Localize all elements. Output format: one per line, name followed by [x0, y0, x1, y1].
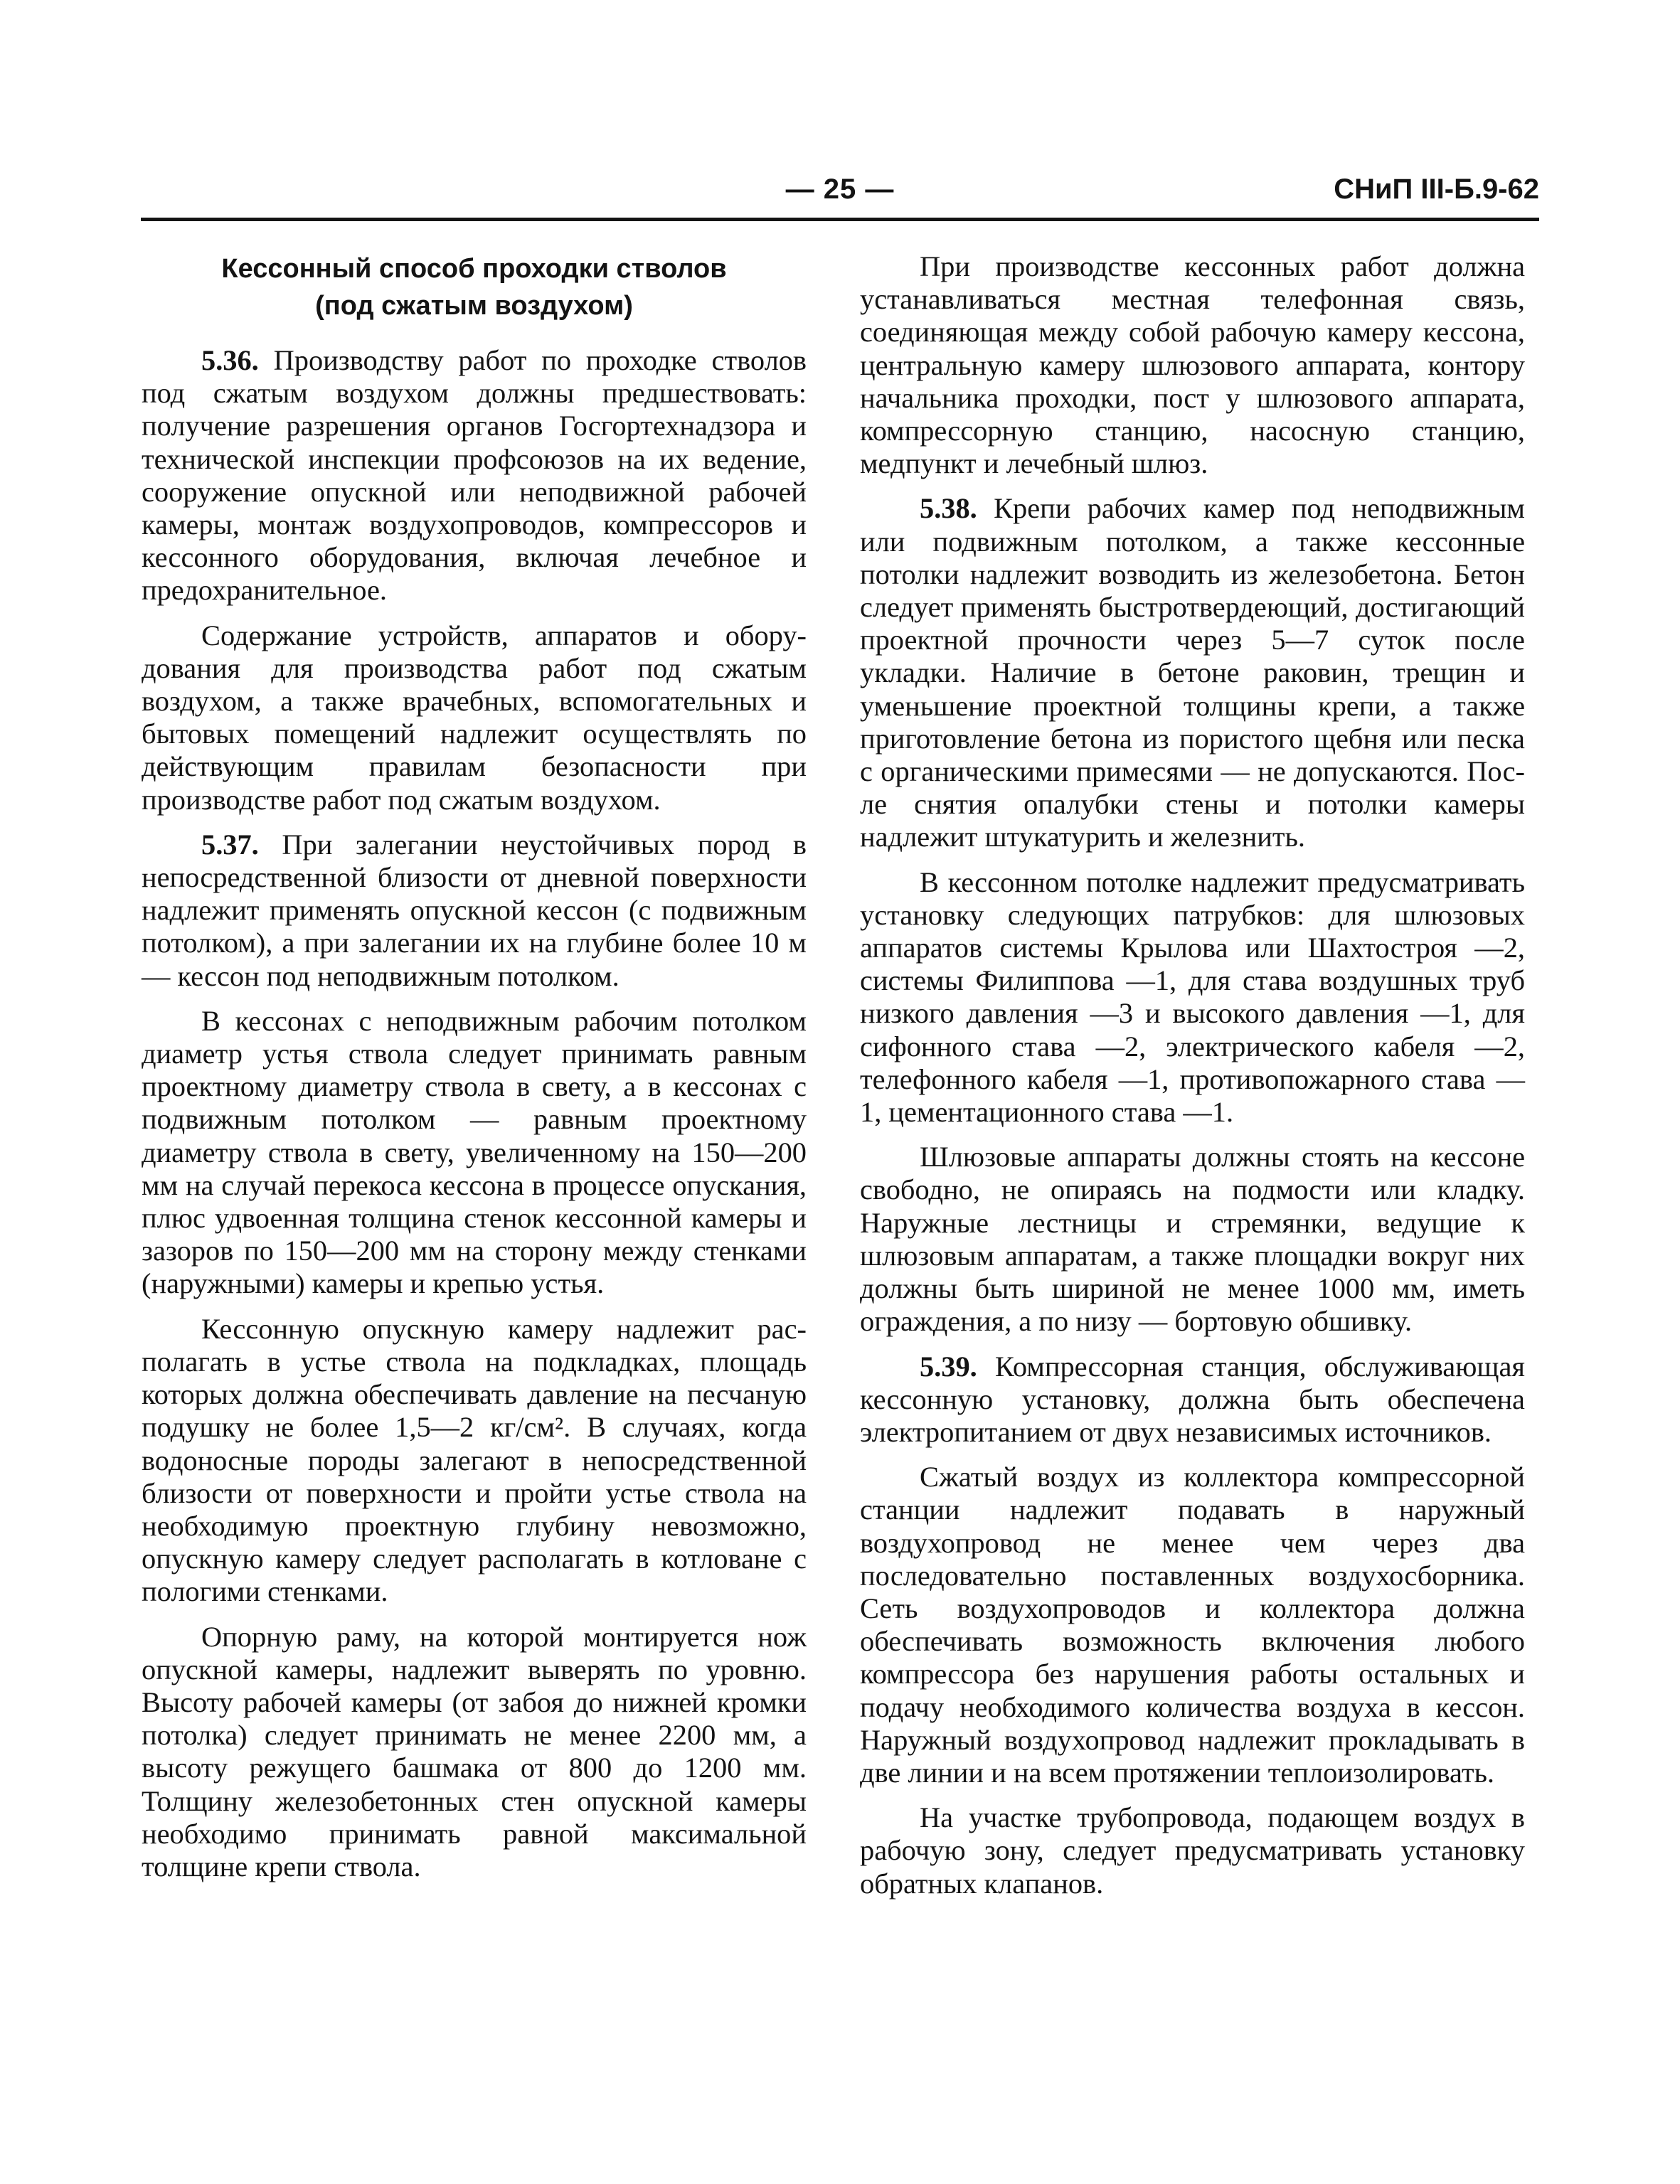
- paragraph-number: 5.38.: [920, 492, 977, 525]
- document-code: СНиП III-Б.9-62: [1334, 174, 1539, 205]
- section-heading-line-2: (под сжатым воздухом): [315, 291, 633, 321]
- paragraph-text: Производству работ по проходке стволов под сжатым воздухом должны предшествовать: получение разрешения органов Госгортехнадзора и технической инспекции профсоюзов на их ведение, сооружение опускной или неподвижной рабочей камеры, монтаж воздухопроводов, компрессоров и кессонного оборудования, включая лечебное и предохранительное.: [142, 344, 807, 607]
- paragraph-airlocks: Шлюзовые аппараты должны стоять на кессоне свободно, не опираясь на подмости или кладку. Наружные лестницы и стремянки, ведущие к шлюзовым аппаратам, а также площадки вокруг них должны быть шириной не менее 1000 мм, иметь ограждения, а по низу — бортовую обшивку.: [860, 1141, 1525, 1338]
- paragraph-number: 5.37.: [201, 828, 259, 861]
- paragraph-equipment-rules: Содержание устройств, аппаратов и оборудования для производства работ под сжатым воздухом, а также врачебных, вспомогательных и бытовых помещений надлежит осуществлять по действующим правилам безопасности при производстве работ под сжатым воздухом.: [142, 619, 807, 816]
- paragraph-5-38: [860, 492, 1525, 853]
- paragraph-ceiling-pipes: В кессонном потолке надлежит предусматривать установку следующих патрубков: для шлюзовых аппаратов системы Крылова или Шахтостроя —2, системы Филиппова —1, для става воздушных труб низкого давления —3 и высокого давления —1, для сифонного става —2, электрического кабеля —2, телефонного кабеля —1, противопожарного става —1, цементационного става —1.: [860, 865, 1525, 1129]
- right-column: [860, 250, 1525, 1912]
- paragraph-5-39: [860, 1351, 1525, 1449]
- paragraph-number: 5.39.: [920, 1350, 977, 1383]
- paragraph-text: При залегании неустойчивых пород в непосредственной близости от дневной поверхности надлежит применять опускной кессон (с подвижным потолком), а при залегании их на глубине более 10 м — кессон под неподвижным потолком.: [142, 828, 807, 992]
- paragraph-text: Крепи рабочих камер под неподвижным или подвижным потолком, а также кессонные потолки надлежит возводить из железобетона. Бетон следует применять быстротвердеющий, достигающий проектной прочности через 5—7 суток после укладки. Наличие в бетоне раковин, трещин и уменьшение проектной толщины крепи, а также приготовление бетона из пористого щебня или песка с органическими примесями — не допускаются. После снятия опалубки стены и потолки камеры надлежит штукатурить и железнить.: [860, 492, 1525, 853]
- header-rule: [141, 218, 1539, 221]
- paragraph-support-frame: Опорную раму, на которой монтируется нож опускной камеры, надлежит выверять по уровню. Высоту рабочей камеры (от забоя до нижней кромки потолка) следует принимать не менее 2200 мм, а высоту режущего башмака от 800 до 1200 мм. Толщину железобетонных стен опускной камеры необходимо принимать равной максимальной толщине крепи ствола.: [142, 1620, 807, 1882]
- paragraph-check-valves: На участке трубопровода, подающем воздух в рабочую зону, следует предусматривать установку обратных клапанов.: [860, 1801, 1525, 1900]
- paragraph-5-36: [142, 344, 807, 607]
- section-heading-line-1: Кессонный способ проходки стволов: [221, 254, 727, 284]
- paragraph-compressed-air: Сжатый воздух из коллектора компрессорной станции надлежит подавать в наружный воздухопровод не менее чем через два последовательно поставленных воздухосборника. Сеть воздухопроводов и коллектора должна обеспечивать возможность включения любого компрессора без нарушения работы остальных и подачу необходимого количества воздуха в кессон. Наружный воздухопровод надлежит прокладывать в две линии и на всем протяжении теплоизолировать.: [860, 1461, 1525, 1789]
- page-number: — 25 —: [785, 174, 895, 205]
- paragraph-number: 5.36.: [201, 344, 259, 376]
- paragraph-telephone-link: При производстве кессонных работ должна устанавливаться местная телефонная связь, соединяющая между собой рабочую камеру кессона, центральную камеру шлюзового аппарата, контору начальника проходки, пост у шлюзового аппарата, компрессорную станцию, насосную станцию, медпункт и лечебный шлюз.: [860, 250, 1525, 480]
- paragraph-caisson-placement: Кессонную опускную камеру надлежит располагать в устье ствола на подкладках, площадь которых должна обеспечивать давление на песчаную подушку не более 1,5—2 кг/см². В случаях, когда водоносные породы залегают в непосредственной близости от поверхности и пройти устье ствола на необходимую проектную глубину невозможно, опускную камеру следует располагать в котловане с пологими стенками.: [142, 1312, 807, 1608]
- left-column: [142, 250, 807, 1895]
- section-heading: [142, 250, 807, 324]
- page-header: [141, 171, 1539, 220]
- paragraph-text: Компрессорная станция, обслуживающая кессонную установку, должна быть обеспечена электропитанием от двух независимых источников.: [860, 1350, 1525, 1448]
- paragraph-5-37: [142, 829, 807, 993]
- paragraph-shaft-diameter: В кессонах с неподвижным рабочим потолком диаметр устья ствола следует принимать равным проектному диаметру ствола в свету, а в кессонах с подвижным потолком — равным проектному диаметру ствола в свету, увеличенному на 150—200 мм на случай перекоса кессона в процессе опускания, плюс удвоенная толщина стенок кессонной камеры и зазоров по 150—200 мм на сторону между стенками (наружными) камеры и крепью устья.: [142, 1004, 807, 1300]
